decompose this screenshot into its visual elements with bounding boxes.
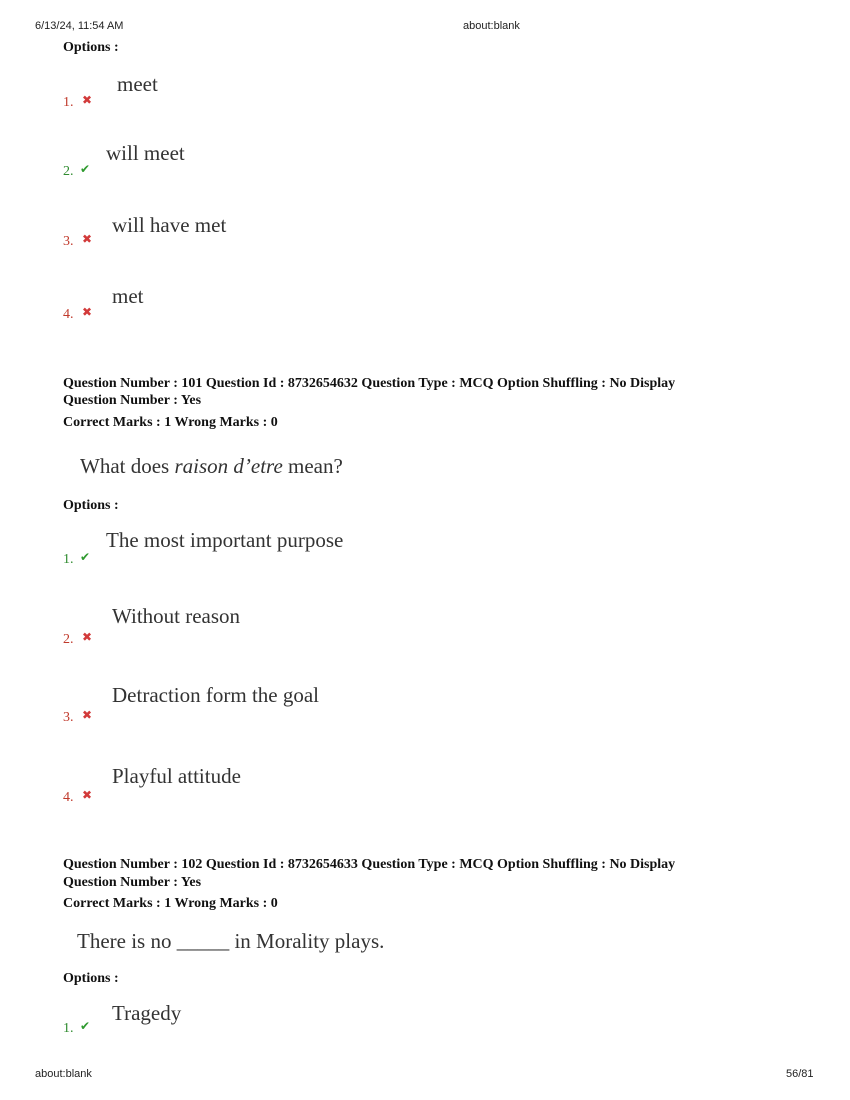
option-text: Tragedy [112,1001,182,1025]
question-text: What does raison d’etre mean? [80,454,343,478]
cross-icon: ✖ [82,93,93,107]
option-text: will have met [112,213,227,237]
cross-icon: ✖ [82,232,93,246]
print-title: about:blank [463,20,520,32]
option-text: Detraction form the goal [112,683,320,707]
option-text: will meet [106,141,185,165]
check-icon: ✔ [80,162,91,176]
option-text: The most important purpose [106,528,344,552]
options-label: Options : [63,971,119,986]
question-meta-2: Question Number : Yes [63,875,202,890]
options-label: Options : [63,40,119,55]
option-number: 4. [63,790,74,805]
option-number: 1. [63,1021,74,1036]
options-label: Options : [63,498,119,513]
question-meta-2: Question Number : Yes [63,393,202,408]
option-number: 3. [63,234,74,249]
question-meta: Question Number : 102 Question Id : 8732654633 Question Type : MCQ Option Shuffling : No Display [63,857,676,872]
option-text: Playful attitude [112,764,241,788]
check-icon: ✔ [80,1019,91,1033]
option-text: met [112,284,144,308]
check-icon: ✔ [80,550,91,564]
question-marks: Correct Marks : 1 Wrong Marks : 0 [63,896,278,911]
option-number: 1. [63,552,74,567]
cross-icon: ✖ [82,708,93,722]
option-number: 3. [63,710,74,725]
option-text: Without reason [112,604,241,628]
option-number: 4. [63,307,74,322]
option-number: 2. [63,632,74,647]
footer-url: about:blank [35,1068,92,1080]
question-marks: Correct Marks : 1 Wrong Marks : 0 [63,415,278,430]
cross-icon: ✖ [82,788,93,802]
page-number: 56/81 [786,1068,814,1080]
option-number: 1. [63,95,74,110]
option-number: 2. [63,164,74,179]
print-datetime: 6/13/24, 11:54 AM [35,20,124,32]
question-meta: Question Number : 101 Question Id : 8732654632 Question Type : MCQ Option Shuffling : No Display [63,376,676,391]
cross-icon: ✖ [82,305,93,319]
option-text: meet [117,72,158,96]
cross-icon: ✖ [82,630,93,644]
question-text: There is no _____ in Morality plays. [77,929,385,953]
